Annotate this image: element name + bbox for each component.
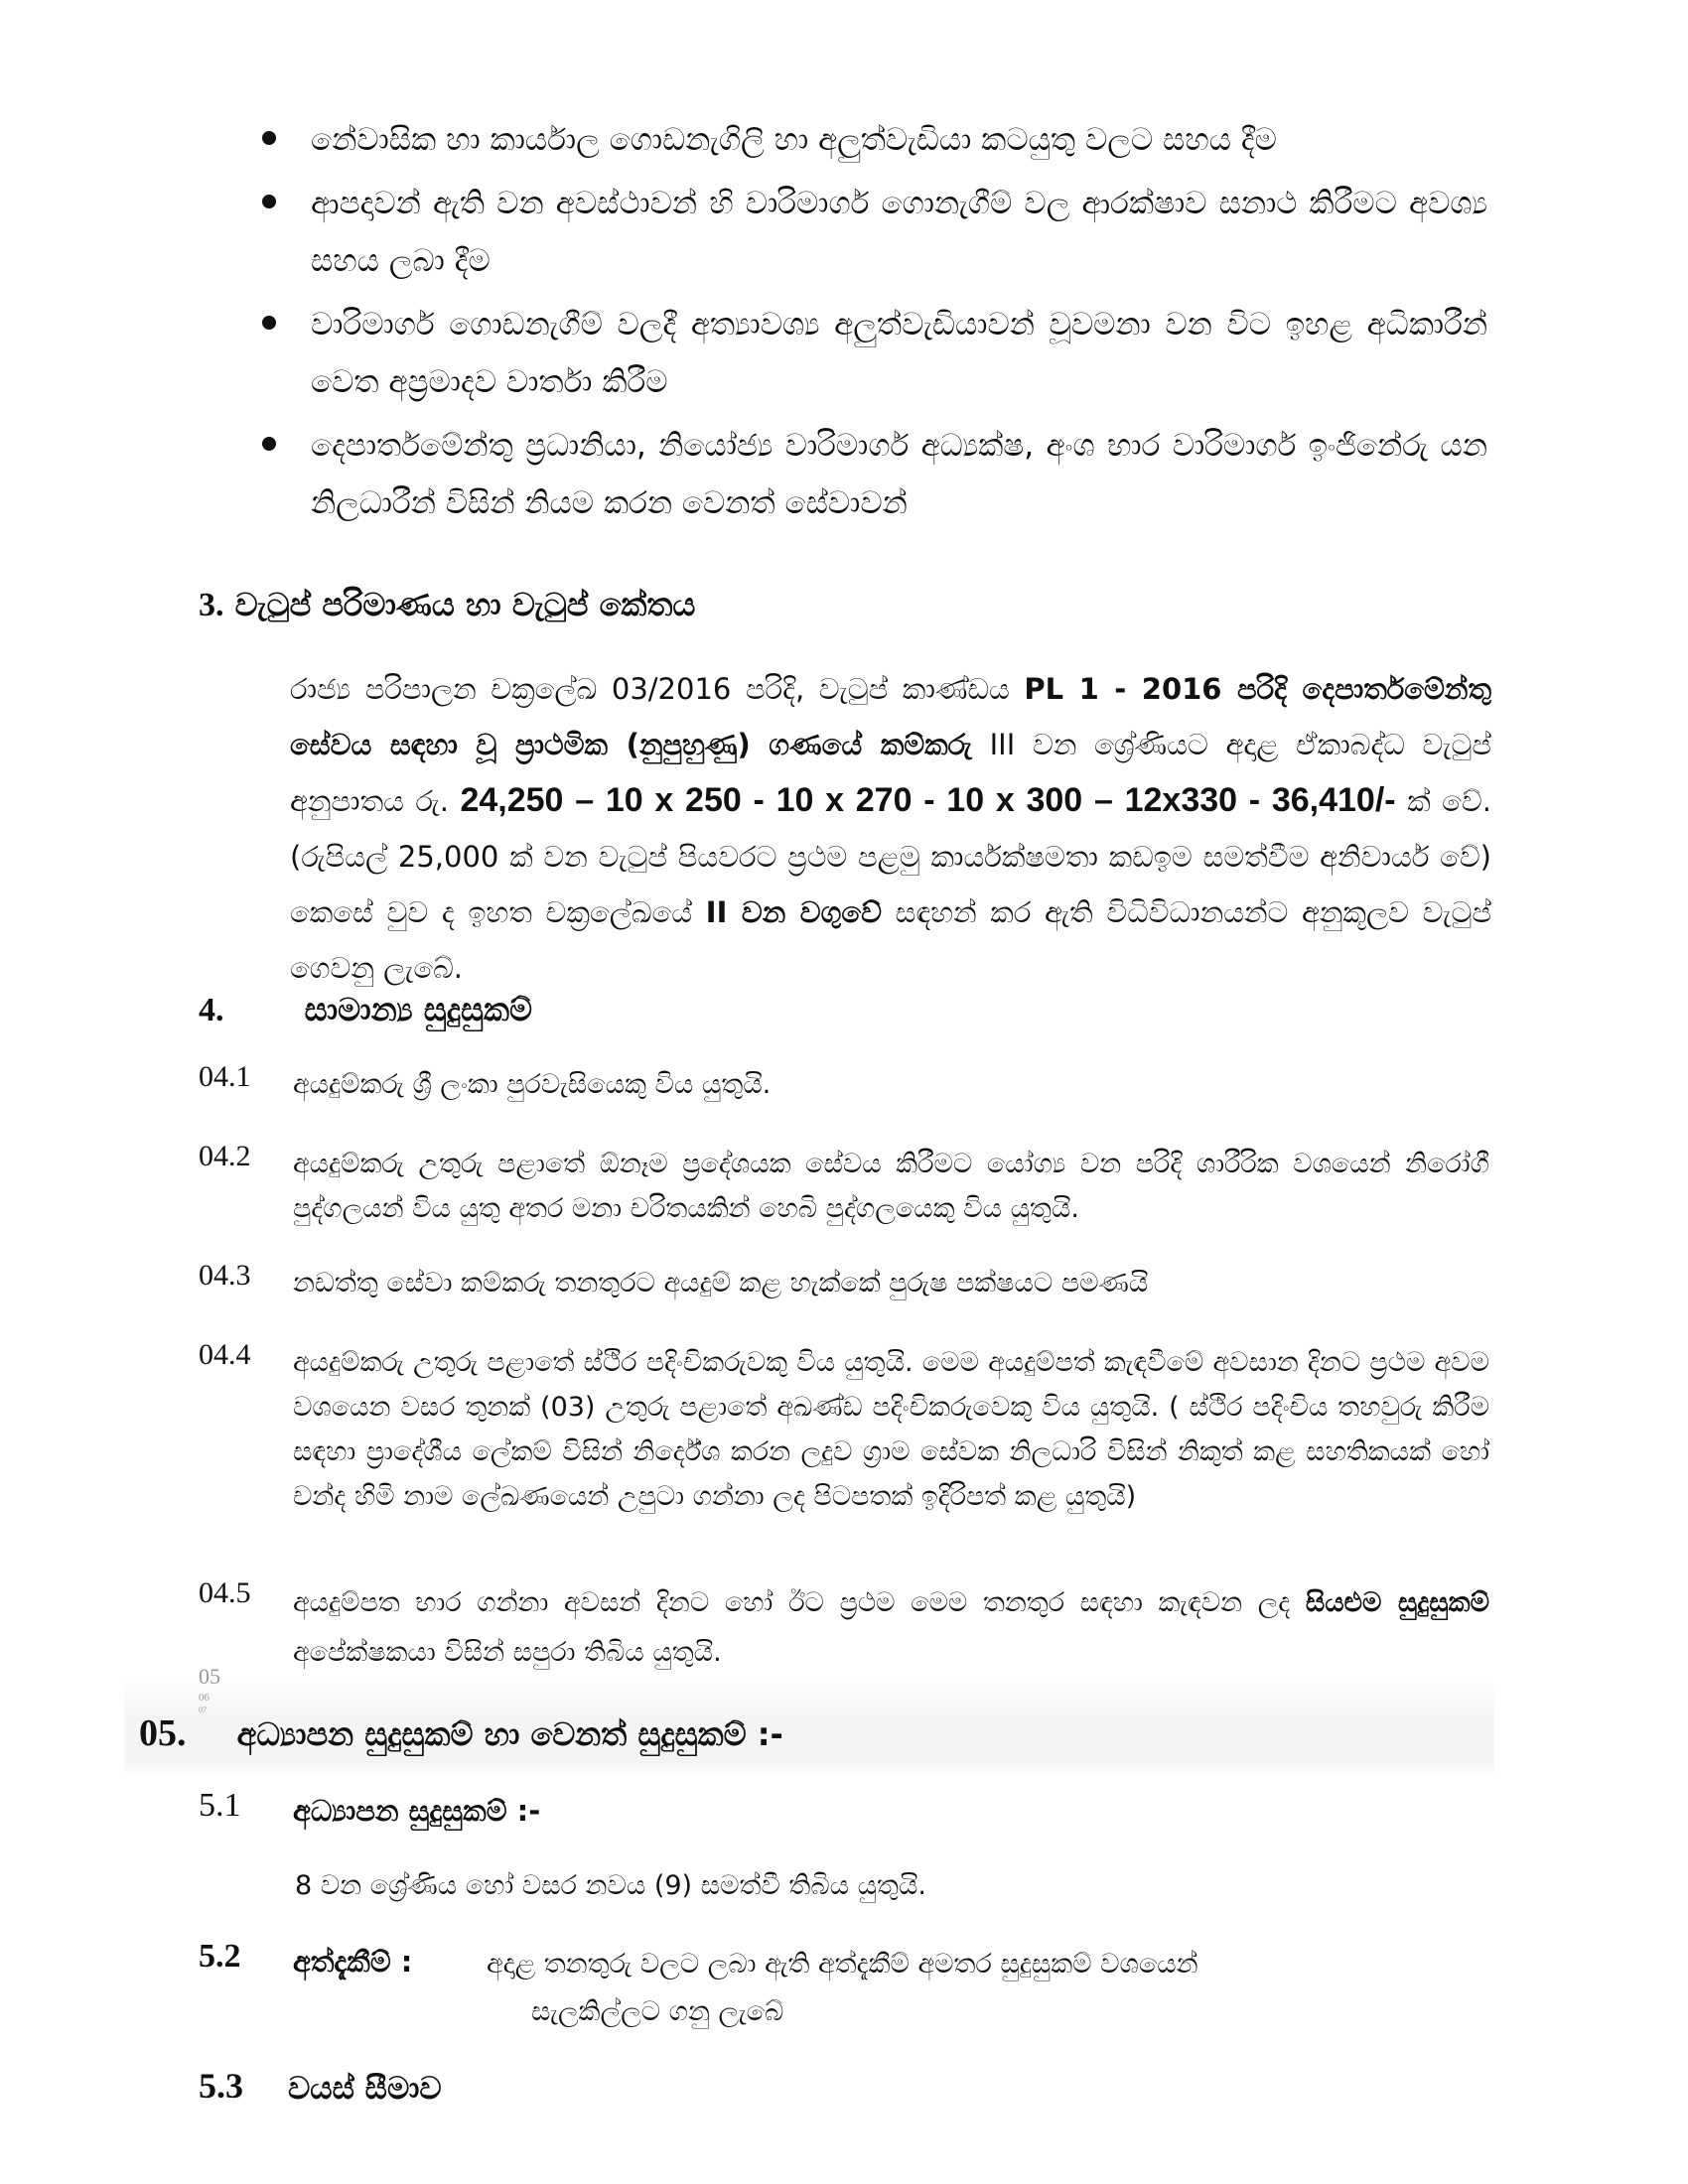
list-item: ආපදාවන් ඇති වන අවස්ථාවන් හි වාරිමාර්ග ගොනැගීම් වල ආරක්ෂාව සනාථ කිරීමට අවශ්‍ය සහය ලබා දීම: [256, 175, 1487, 290]
list-item: දෙපාර්තමේන්තු ප්‍රධානියා, නියෝජ්‍ය වාරිමාර්ග අධ්‍යක්ෂ, අංශ භාර වාරිමාර්ග ඉංජිනේරු යන නිලධාරීන් විසින් නියම කරන වෙනත් සේවාවන්: [256, 417, 1487, 532]
section-3-heading: [199, 586, 695, 624]
list-item: නේවාසික හා කාර්යාල ගොඩනැගිලි හා අලුත්වැඩියා කටයුතු වලට සහය දීම: [256, 111, 1487, 169]
list-item: වාරිමාර්ග ගොඩනැගීම් වලදී අත්‍යාවශ්‍ය අලුත්වැඩියාවන් වූවමනා වන විට ඉහළ අධිකාරීන් වෙත අප්‍රමාදව වාර්තා කිරීම: [256, 296, 1487, 411]
section-5-heading: [139, 1711, 783, 1755]
salary-table-ref-bold: II වන වගුවේ: [705, 895, 882, 929]
section-5-title: අධ්‍යාපන සුදුසුකම් හා වෙනත් සුදුසුකම් :-: [236, 1715, 783, 1753]
item-code: 04.2: [199, 1140, 251, 1172]
item-code: 5.3: [199, 2066, 243, 2106]
salary-paragraph: [290, 661, 1491, 996]
experience-text-a: අදාළ තනතුරු වලට ලබා ඇති අත්දැකීම් අමතර සුදුසුකම් වශයෙන්: [487, 1949, 1198, 1979]
item-text: නඩත්තු සේවා කම්කරු තනතුරට අයදුම් කළ හැක්කේ පුරුෂ පක්ෂයට පමණයි: [293, 1268, 1149, 1298]
section-3-number: 3.: [199, 587, 224, 623]
item-text-c: අපේක්ෂකයා විසින් සපුරා තිබිය යුතුයි.: [293, 1637, 722, 1668]
faint-number-a: 05: [199, 1664, 220, 1689]
subsection-title: වයස් සීමාව: [288, 2071, 442, 2107]
item-code: 04.4: [199, 1338, 251, 1371]
section-5-number: 05.: [139, 1712, 187, 1754]
item-code: 04.1: [199, 1060, 251, 1093]
item-text: අයදුම්කරු උතුරු පළාතේ ස්ථිර පදිංචිකරුවකු විය යුතුයි. මෙම අයදුම්පත් කැඳවීමේ අවසාන දිනට ප්‍රථම අවම වශයෙන වසර තුනක් (03) උතුරු පළාතේ අඛණ්ඩ පදිංචිකරුවෙකු විය යුතුයි. ( ස්ථිර පදිංචිය තහවුරු කිරීම සඳහා ප්‍රාදේශීය ලේකම් විසින් නිර්දේශ කරන ලදුව ග්‍රාම සේවක නිලධාරි විසින් නිකුත් කළ සහතිකයක් හෝ චන්ද හිමි නාම ලේඛණයෙන් උපුටා ගන්නා ලද පිටපතක් ඉදිරිපත් කළ යුතුයි): [293, 1347, 1489, 1512]
item-text: අයදුම්කරු උතුරු පළාතේ ඕනෑම ප්‍රදේශයක සේවය කිරීමට යෝග්‍ය වන පරිදි ශාරීරික වශයෙන් නිරෝගී පුද්ගලයන් විය යුතු අතර මනා චරිතයකින් හෙබි පුද්ගලයෙකු විය යුතුයි.: [293, 1149, 1489, 1224]
salary-text-3: ක් වේ. (රුපියල් 25,000 ක් වන වැටුප් පියවරට ප්‍රථම පළමු කාර්යක්ෂමතා කඩඉම සමත්වීම අනිවාර්ය වේ) කෙසේ වුව ද ඉහත චක්‍රලේඛයේ: [290, 784, 1491, 929]
item-text-a: අයදුම්පත භාර ගන්නා අවසන් දිනට හෝ ඊට ප්‍රථම මෙම තනතුර සඳහා කැඳවන ලද: [293, 1587, 1306, 1618]
item-text: අයදුම්කරු ශ්‍රී ලංකා පුරවැසියෙකු විය යුතුයි.: [293, 1069, 772, 1100]
section-4-heading: [199, 991, 532, 1029]
item-text-bold: සියළුම සුදුසුකම්: [1305, 1587, 1489, 1618]
item-text: [293, 1578, 1489, 1678]
salary-text-1: රාජ්‍ය පරිපාලන චක්‍රලේඛ 03/2016 පරිදි, වැටුප් කාණ්ඩය: [290, 672, 1025, 706]
item-code: 04.5: [199, 1576, 251, 1609]
item-code: 5.1: [199, 1787, 241, 1824]
faint-number-c: 07: [199, 1706, 207, 1714]
salary-grade-bold: PL 1 - 2016 පරිදි දෙපාර්තමේන්තු සේවය සඳහා වූ ප්‍රාථමික (නුපුහුණු) ගණයේ කම්කරු: [290, 672, 1492, 761]
salary-text-2: III වන ශ්‍රේණියට අදාළ ඒකාබද්ධ වැටුප් අනුපාතය රු.: [290, 728, 1491, 818]
experience-text-b: සැලකිල්ලට ගනු ලැබේ: [531, 1996, 784, 2027]
salary-text-4: සඳහන් කර ඇති විධිවිධානයන්ට අනුකූලව වැටුප් ගෙවනු ලැබේ.: [290, 895, 1491, 985]
section-4-number: 4.: [199, 992, 224, 1028]
salary-scale-bold: 24,250 – 10 x 250 - 10 x 270 - 10 x 300 – 12x330 - 36,410/-: [460, 781, 1396, 819]
duties-list: [256, 111, 1487, 538]
subsection-title: අධ්‍යාපන සුදුසුකම් :-: [293, 1794, 541, 1828]
education-requirement: 8 වන ශ්‍රේණිය හෝ වසර නවය (9) සමත්වී තිබිය යුතුයි.: [295, 1870, 926, 1901]
item-code: 04.3: [199, 1259, 251, 1292]
section-4-title: සාමාන්‍ය සුදුසුකම්: [304, 991, 532, 1028]
subsection-title: අත්දැකීම් :: [293, 1945, 413, 1979]
section-3-title: වැටුප් පරිමාණය හා වැටුප් කේතය: [234, 586, 696, 623]
faint-number-b: 06: [199, 1692, 210, 1704]
item-code: 5.2: [199, 1938, 241, 1975]
